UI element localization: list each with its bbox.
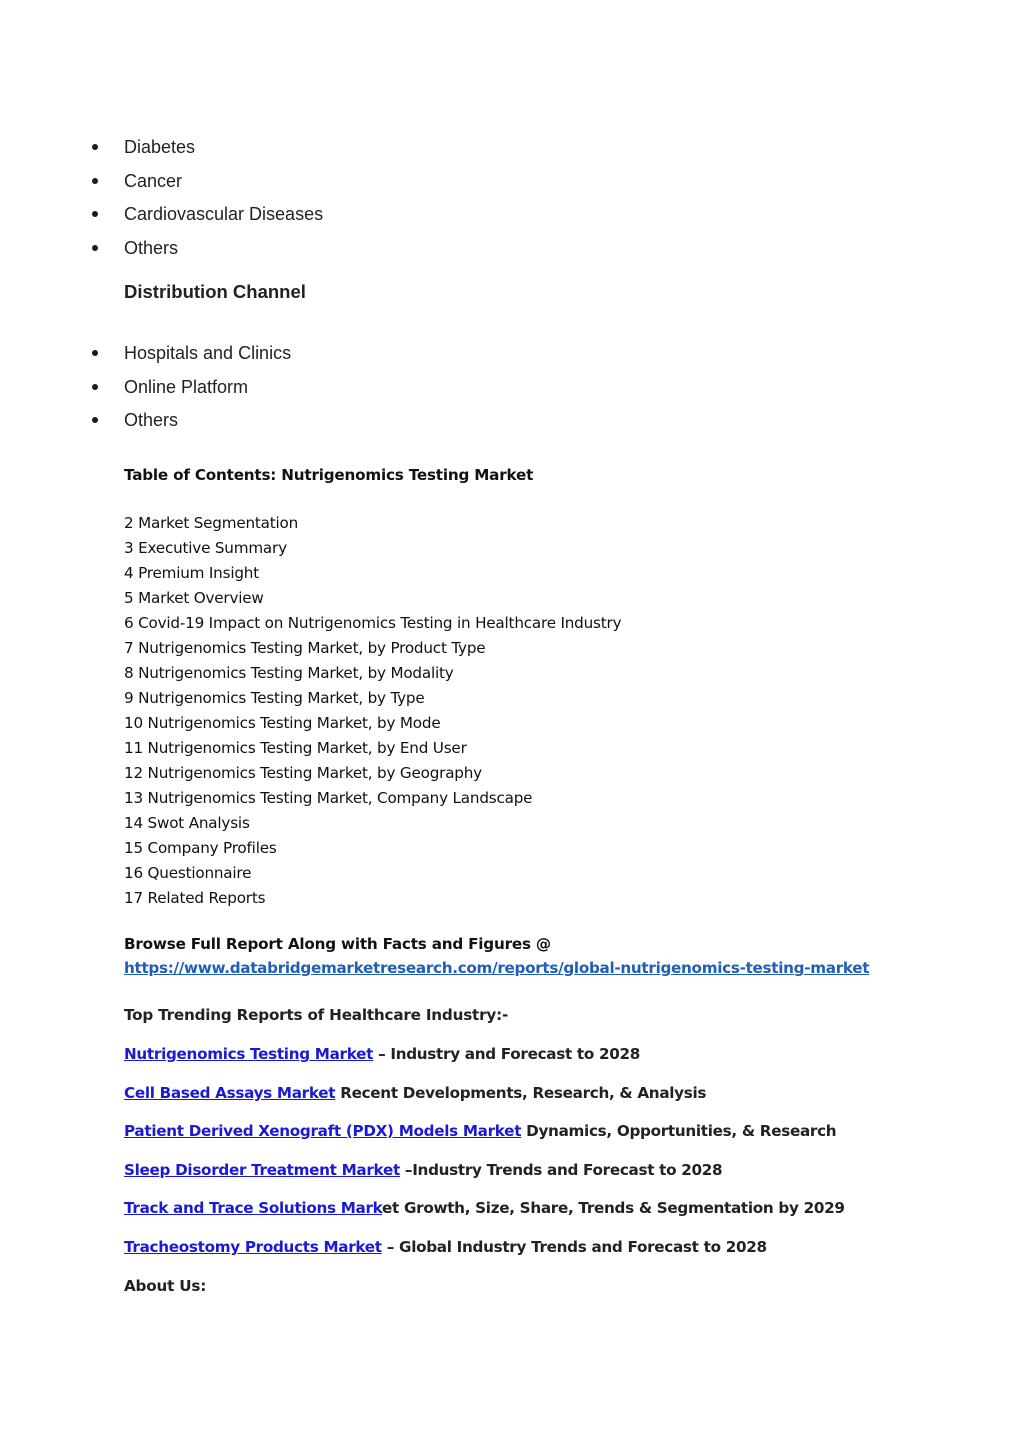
list-item-label: Diabetes (124, 137, 196, 157)
toc-item: 9 Nutrigenomics Testing Market, by Type (124, 689, 425, 707)
list-item-label: Hospitals and Clinics (124, 343, 292, 363)
trending-report-row (124, 1084, 706, 1102)
bullet-icon (92, 245, 98, 251)
list-item (86, 136, 323, 170)
trending-report-description: – Global Industry Trends and Forecast to 2028 (381, 1238, 767, 1256)
toc-item: 6 Covid-19 Impact on Nutrigenomics Testing in Healthcare Industry (124, 614, 622, 632)
list-item (86, 342, 291, 376)
trending-report-description: –Industry Trends and Forecast to 2028 (399, 1161, 723, 1179)
list-item (86, 203, 323, 237)
toc-title: Table of Contents: Nutrigenomics Testing Market (124, 466, 534, 484)
toc-item: 3 Executive Summary (124, 539, 287, 557)
list-item (86, 170, 323, 204)
trending-report-link[interactable]: Cell Based Assays Market (124, 1084, 336, 1102)
trending-report-row (124, 1238, 767, 1256)
trending-reports-heading: Top Trending Reports of Healthcare Industry:- (124, 1006, 509, 1024)
toc-item: 2 Market Segmentation (124, 514, 299, 532)
toc-item: 8 Nutrigenomics Testing Market, by Modality (124, 664, 454, 682)
toc-item: 14 Swot Analysis (124, 814, 250, 832)
list-item (86, 409, 291, 443)
toc-item: 15 Company Profiles (124, 839, 277, 857)
distribution-list (86, 342, 291, 443)
list-item-label: Cancer (124, 170, 183, 191)
list-item-label: Others (124, 238, 179, 259)
bullet-icon (92, 417, 98, 423)
toc-item: 5 Market Overview (124, 589, 264, 607)
toc-item: 11 Nutrigenomics Testing Market, by End User (124, 739, 467, 757)
trending-report-description: – Industry and Forecast to 2028 (373, 1045, 641, 1063)
bullet-icon (92, 144, 98, 150)
trending-report-link[interactable]: Sleep Disorder Treatment Market (124, 1161, 400, 1179)
list-item-label: Others (124, 410, 179, 431)
trending-report-description: Recent Developments, Research, & Analysis (335, 1084, 707, 1102)
toc-item: 16 Questionnaire (124, 864, 252, 882)
trending-report-link[interactable]: Tracheostomy Products Market (124, 1238, 382, 1256)
bullet-icon (92, 178, 98, 184)
trending-report-row (124, 1122, 836, 1140)
trending-report-row (124, 1199, 845, 1217)
list-item (86, 376, 291, 410)
browse-report-label: Browse Full Report Along with Facts and Figures @ (124, 935, 551, 953)
list-item-label: Cardiovascular Diseases (124, 204, 324, 225)
disease-list (86, 136, 323, 271)
trending-report-link[interactable]: Nutrigenomics Testing Market (124, 1045, 374, 1063)
toc-item: 13 Nutrigenomics Testing Market, Company Landscape (124, 789, 533, 807)
trending-report-link[interactable]: Patient Derived Xenograft (PDX) Models Market (124, 1122, 522, 1140)
toc-item: 10 Nutrigenomics Testing Market, by Mode (124, 714, 441, 732)
list-item (86, 237, 323, 271)
bullet-icon (92, 211, 98, 217)
toc-item: 12 Nutrigenomics Testing Market, by Geography (124, 764, 482, 782)
distribution-channel-heading: Distribution Channel (124, 281, 306, 302)
trending-report-description: Dynamics, Opportunities, & Research (521, 1122, 837, 1140)
toc-item: 4 Premium Insight (124, 564, 259, 582)
about-us-heading: About Us: (124, 1277, 207, 1295)
bullet-icon (92, 350, 98, 356)
toc-item: 17 Related Reports (124, 889, 266, 907)
trending-report-row (124, 1045, 640, 1063)
full-report-link[interactable]: https://www.databridgemarketresearch.com/reports/global-nutrigenomics-testing-market (124, 959, 870, 977)
toc-item: 7 Nutrigenomics Testing Market, by Product Type (124, 639, 486, 657)
list-item-label: Online Platform (124, 376, 249, 397)
table-of-contents (124, 513, 621, 913)
bullet-icon (92, 384, 98, 390)
trending-report-description: et Growth, Size, Share, Trends & Segmentation by 2029 (382, 1199, 845, 1217)
trending-report-row (124, 1161, 722, 1179)
trending-report-link[interactable]: Track and Trace Solutions Mark (124, 1199, 383, 1217)
